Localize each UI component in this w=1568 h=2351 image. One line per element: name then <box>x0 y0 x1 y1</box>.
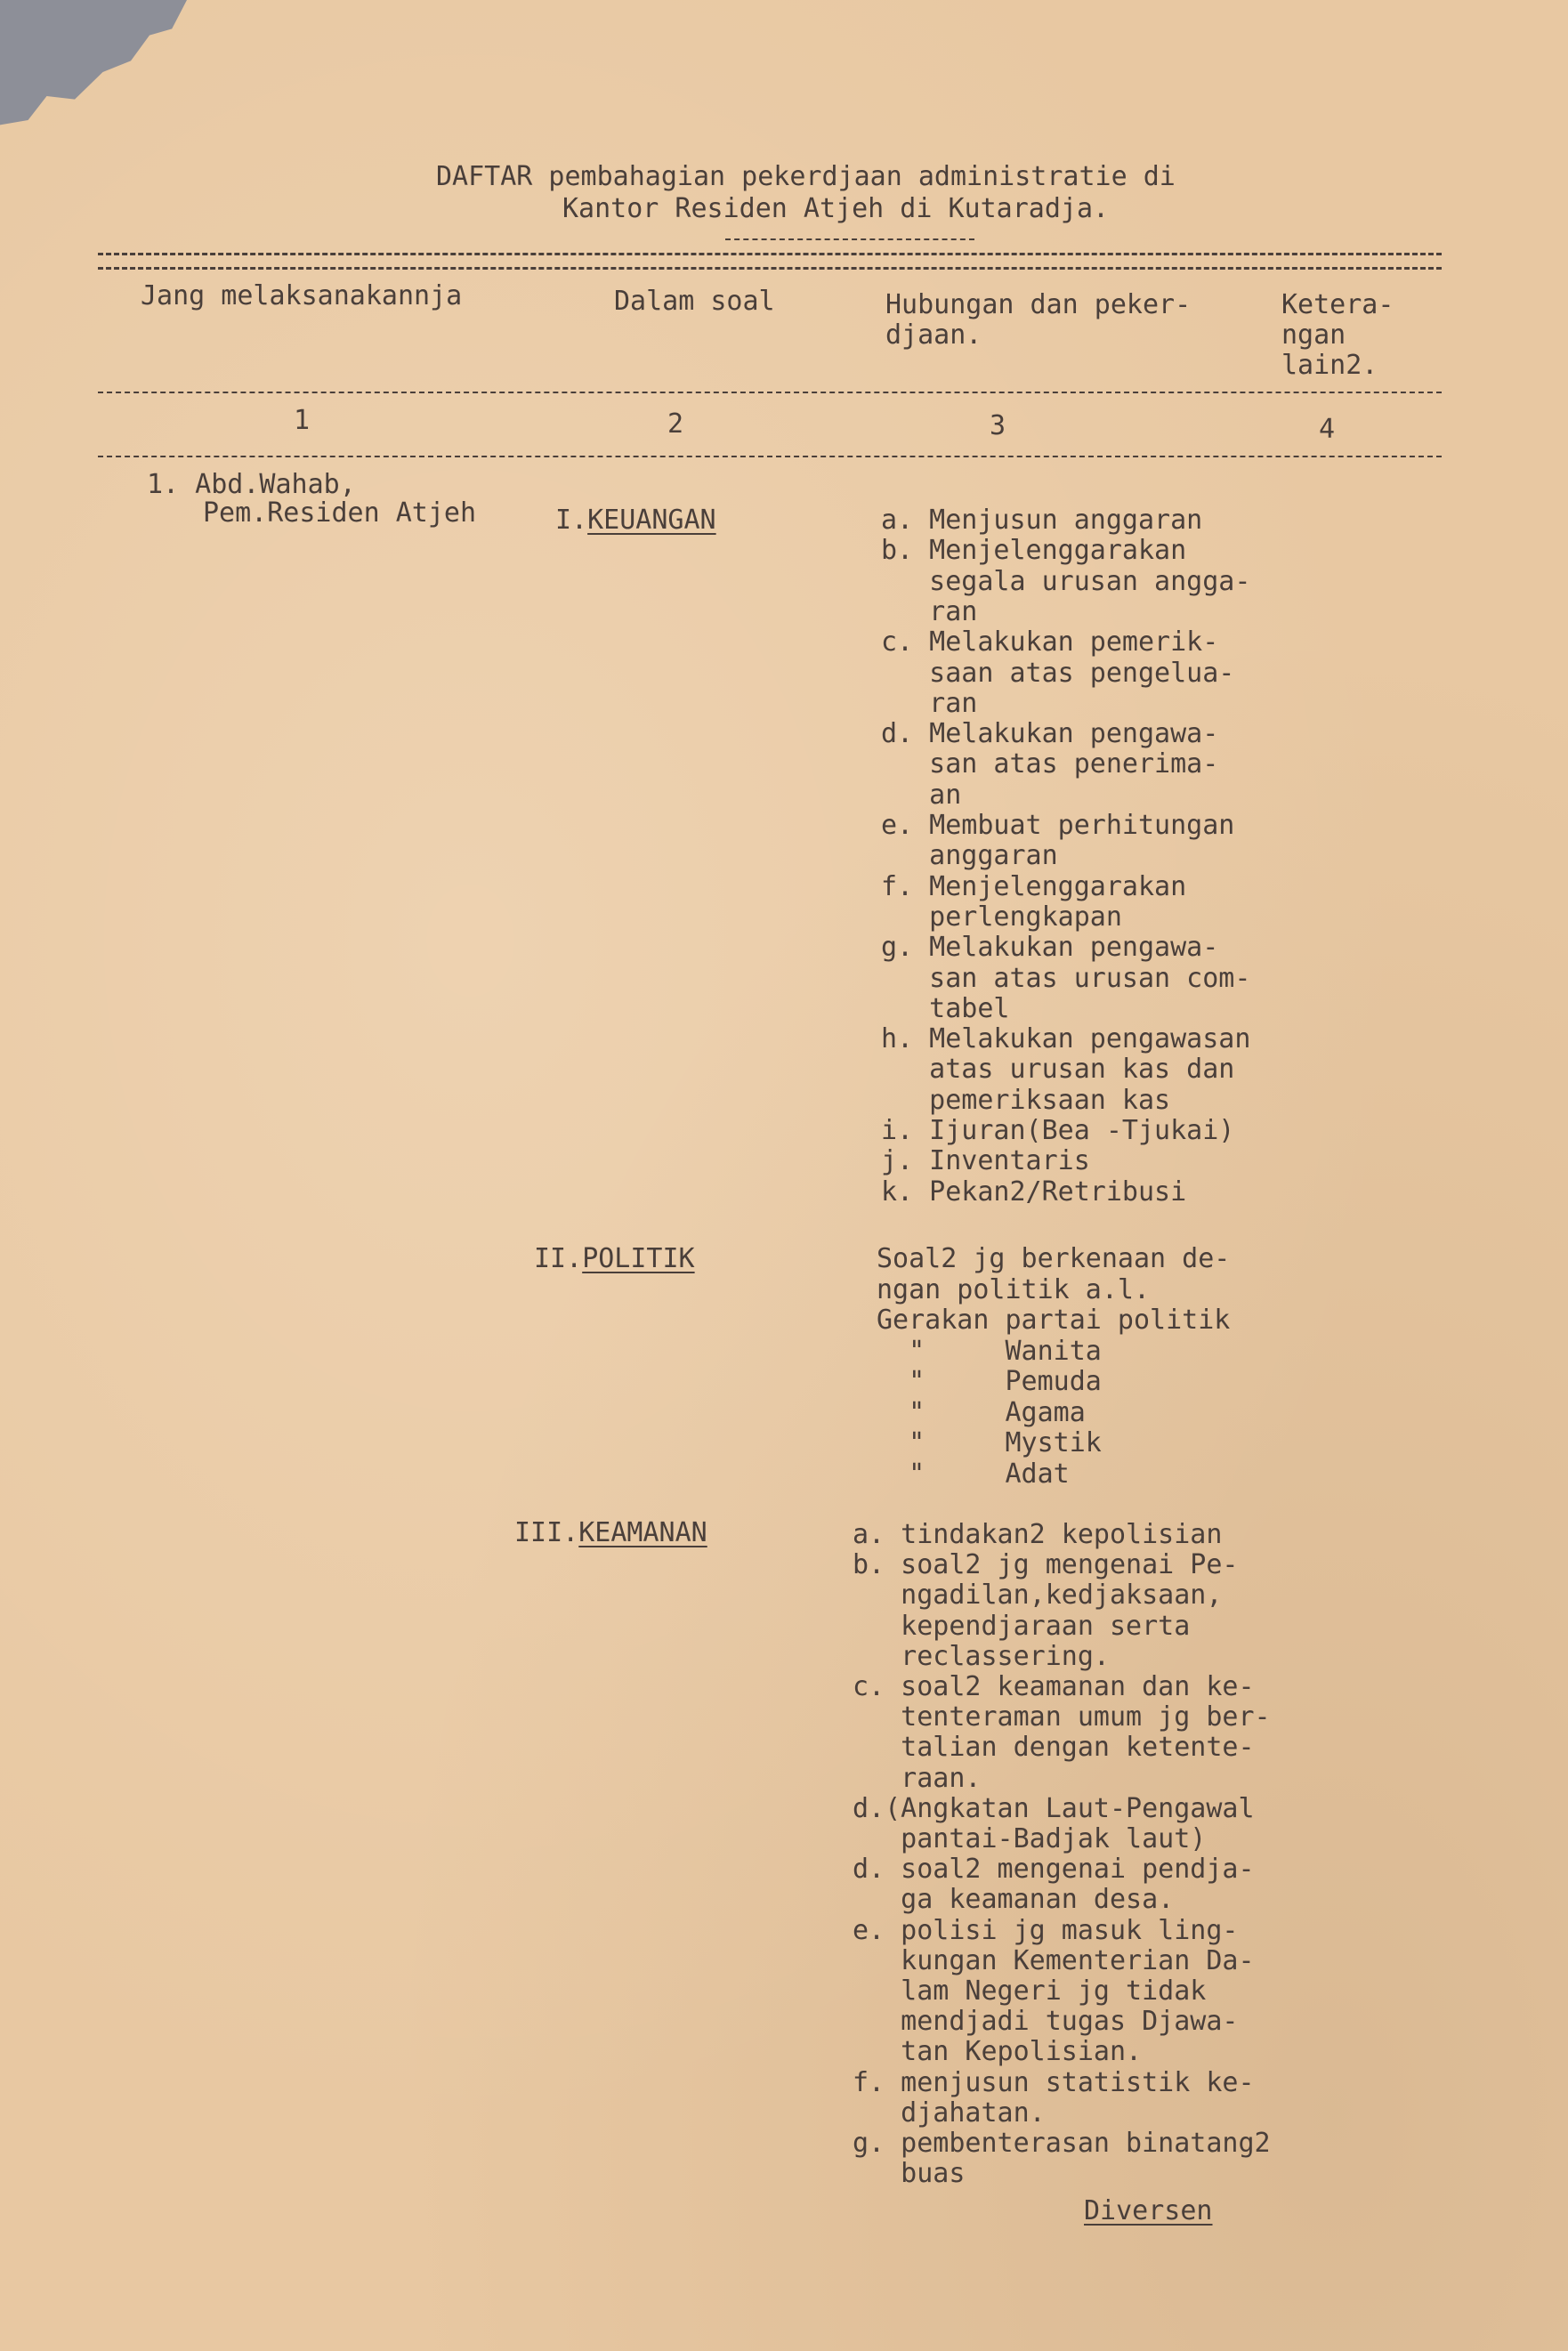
section-3-line: kungan Kementerian Da- <box>853 1945 1255 1976</box>
section-3-line: talian dengan ketente- <box>853 1732 1255 1763</box>
header-col4-line1: Ketera- <box>1281 289 1394 320</box>
section-3-line: tan Kepolisian. <box>853 2036 1143 2067</box>
torn-corner <box>0 0 187 160</box>
header-rule <box>98 392 1442 393</box>
section-1-line: perlengkapan <box>881 901 1122 933</box>
top-rule-1 <box>98 253 1442 255</box>
section-2-line: ngan politik a.l. <box>877 1274 1151 1305</box>
section-3-line: c. soal2 keamanan dan ke- <box>853 1671 1255 1702</box>
footer-diversen: Diversen <box>1084 2195 1213 2226</box>
section-3-line: lam Negeri jg tidak <box>853 1975 1207 2007</box>
section-1-line: g. Melakukan pengawa- <box>881 932 1219 963</box>
section-1-line: san atas urusan com- <box>881 963 1251 994</box>
section-1-line: ran <box>881 596 978 627</box>
section-2-line: Soal2 jg berkenaan de- <box>877 1243 1231 1274</box>
section-3-line: reclassering. <box>853 1641 1110 1672</box>
section-3-line: a. tindakan2 kepolisian <box>853 1519 1223 1550</box>
section-2-line: " Adat <box>877 1458 1070 1490</box>
header-col3-line2: djaan. <box>885 319 982 351</box>
section-1-line: segala urusan angga- <box>881 566 1251 597</box>
section-3-line: pantai-Badjak laut) <box>853 1823 1207 1854</box>
section-3-number: III. <box>514 1517 579 1548</box>
col-number-3: 3 <box>990 410 1006 441</box>
section-3-line: ga keamanan desa. <box>853 1884 1175 1915</box>
title-line-1: DAFTAR pembahagian pekerdjaan administratie di <box>436 161 1176 192</box>
header-col4-line3: lain2. <box>1281 350 1378 381</box>
section-3-line: buas <box>853 2158 966 2189</box>
section-1-line: pemeriksaan kas <box>881 1085 1171 1116</box>
person-line-1: 1. Abd.Wahab, <box>147 469 356 500</box>
section-3-heading <box>514 1518 707 1548</box>
title-underline <box>725 238 974 240</box>
section-1-line: j. Inventaris <box>881 1145 1090 1176</box>
section-3-line: d. soal2 mengenai pendja- <box>853 1854 1255 1885</box>
section-1-line: f. Menjelenggarakan <box>881 871 1187 902</box>
section-1-line: c. Melakukan pemerik- <box>881 626 1219 658</box>
section-3-line: tenteraman umum jg ber- <box>853 1701 1271 1733</box>
section-1-line: a. Menjusun anggaran <box>881 505 1203 536</box>
header-col1: Jang melaksanakannja <box>141 280 463 311</box>
section-1-title: KEUANGAN <box>587 505 716 536</box>
section-3-line: raan. <box>853 1763 982 1794</box>
section-3-line: mendjadi tugas Djawa- <box>853 2006 1239 2037</box>
top-rule-2 <box>98 267 1442 270</box>
section-1-line: i. Ijuran(Bea -Tjukai) <box>881 1115 1235 1146</box>
header-col3-line1: Hubungan dan peker- <box>885 289 1192 320</box>
section-1-line: k. Pekan2/Retribusi <box>881 1176 1187 1208</box>
section-3-title: KEAMANAN <box>578 1517 707 1548</box>
section-1-line: b. Menjelenggarakan <box>881 535 1187 566</box>
header-col4-line2: ngan <box>1281 319 1346 351</box>
title-line-2: Kantor Residen Atjeh di Kutaradja. <box>562 193 1110 224</box>
section-1-line: ran <box>881 688 978 719</box>
section-2-line: " Mystik <box>877 1427 1102 1458</box>
section-2-number: II. <box>534 1243 583 1274</box>
section-1-line: saan atas pengelua- <box>881 658 1235 689</box>
section-2-line: " Agama <box>877 1397 1086 1428</box>
section-1-line: atas urusan kas dan <box>881 1054 1235 1085</box>
section-3-line: kependjaraan serta <box>853 1611 1191 1642</box>
section-1-line: tabel <box>881 993 1010 1024</box>
col-number-4: 4 <box>1319 414 1336 445</box>
section-3-line: f. menjusun statistik ke- <box>853 2067 1255 2098</box>
section-2-line: " Pemuda <box>877 1366 1102 1397</box>
person-line-2: Pem.Residen Atjeh <box>203 497 477 529</box>
section-3-line: djahatan. <box>853 2097 1046 2129</box>
section-1-number: I. <box>555 505 588 536</box>
section-1-line: e. Membuat perhitungan <box>881 810 1235 841</box>
col-number-2: 2 <box>667 408 684 440</box>
numbers-rule <box>98 456 1442 457</box>
section-1-line: an <box>881 780 962 811</box>
header-col2: Dalam soal <box>614 286 775 317</box>
section-3-line: d.(Angkatan Laut-Pengawal <box>853 1793 1255 1824</box>
section-1-line: d. Melakukan pengawa- <box>881 718 1219 749</box>
section-2-line: Gerakan partai politik <box>877 1305 1231 1336</box>
section-2-title: POLITIK <box>582 1243 695 1274</box>
section-1-line: san atas penerima- <box>881 748 1219 780</box>
section-2-heading <box>534 1244 695 1274</box>
section-3-line: g. pembenterasan binatang2 <box>853 2128 1271 2159</box>
section-3-line: e. polisi jg masuk ling- <box>853 1915 1239 1946</box>
section-2-line: " Wanita <box>877 1336 1102 1367</box>
section-1-line: anggaran <box>881 840 1058 871</box>
section-1-heading <box>555 505 716 536</box>
col-number-1: 1 <box>294 405 311 436</box>
section-3-line: ngadilan,kedjaksaan, <box>853 1579 1223 1611</box>
section-1-line: h. Melakukan pengawasan <box>881 1023 1251 1054</box>
section-3-line: b. soal2 jg mengenai Pe- <box>853 1549 1239 1580</box>
